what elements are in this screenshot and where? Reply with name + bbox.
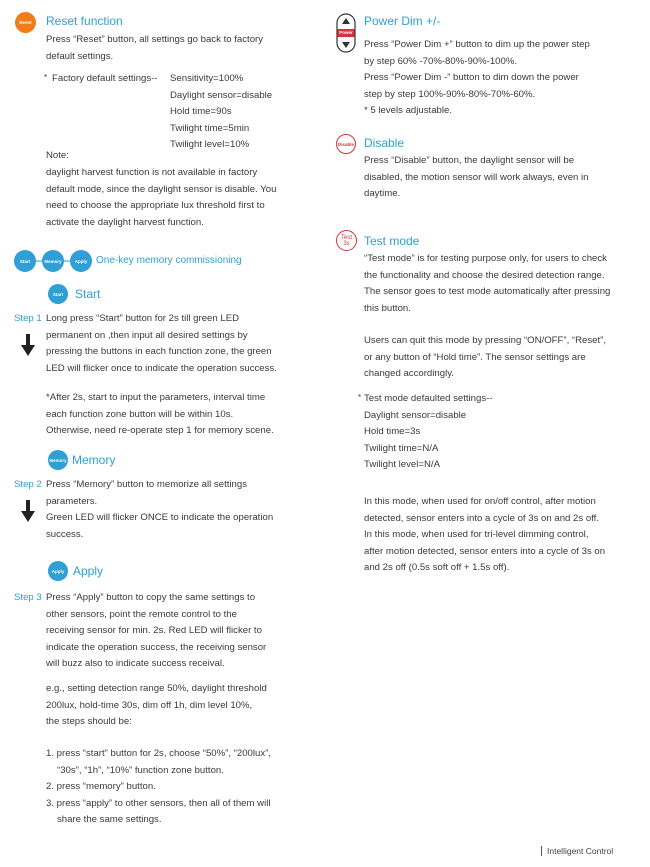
test-mode-desc: In this mode, when used for on/off control, after motion detected, sensor enters into a cycle of 3s on and 2s off. In this mode, when used for tri-level dimming control, after motion detected, sensor enters into a cycle of 3s on and 2s off (0.5s soft off + 1.5s off). [364, 496, 606, 573]
apply-steps-list: 1. press “start” button for 2s, choose “50%”, “200lux”, “30s”, “1h”, “10%” function zone button. 2. press “memory” button. 3. press “apply” to other sensors, then all of them will share the same settings. [46, 748, 272, 825]
disable-desc: Press “Disable” button, the daylight sensor will be disabled, the motion sensor will work always, even in daytime. [364, 155, 589, 199]
disable-icon: Disable [336, 134, 356, 154]
test-desc: “Test mode” is for testing purpose only, for users to check the functionality and choose the desired detection range. The sensor goes to test mode automatically after pressing this button. [364, 253, 611, 314]
memory-title: Memory [72, 453, 116, 467]
step-1-label: Step 1 [14, 313, 42, 324]
apply-icon: Apply [70, 250, 92, 272]
down-arrow-icon [21, 500, 35, 522]
test-icon: Test 3s [336, 230, 357, 251]
memory-commissioning-icons [14, 250, 94, 272]
reset-desc: Press “Reset” button, all settings go back to factory default settings. [46, 34, 264, 62]
factory-values: Sensitivity=100% Daylight sensor=disable Hold time=90s Twilight time=5min Twilight level=10% [170, 73, 273, 150]
start-section-icon: Start [48, 284, 68, 304]
test-title: Test mode [364, 234, 420, 248]
step-3-label: Step 3 [14, 592, 42, 603]
reset-title: Reset function [46, 14, 123, 28]
memory-icon: Memory [42, 250, 64, 272]
memory-section-icon: Memory [48, 450, 68, 470]
apply-example: e.g., setting detection range 50%, daylight threshold 200lux, hold-time 30s, dim off 1h, dim level 10%, the steps should be: [46, 683, 267, 727]
step-2-label: Step 2 [14, 479, 42, 490]
memory-commissioning-title: One-key memory commissioning [96, 255, 242, 266]
apply-desc: Press “Apply” button to copy the same settings to other sensors, point the remote control to the receiving sensor for min. 2s. Red LED will flicker to indicate the operation success, the receiving sensor will buzz also to indicate success receival. [46, 592, 267, 669]
test-defaults: Test mode defaulted settings-- Daylight sensor=disable Hold time=3s Twilight time=N/A Twilight level=N/A [364, 393, 493, 470]
memory-desc: Press “Memory” button to memorize all settings parameters. Green LED will flicker ONCE to indicate the operation success. [46, 479, 274, 540]
apply-section-icon: Apply [48, 561, 68, 581]
down-arrow-icon [21, 334, 35, 356]
reset-icon-label: Reset [19, 20, 32, 25]
footer-label: Intelligent Control [541, 846, 613, 856]
apply-title: Apply [73, 564, 104, 578]
test-quit: Users can quit this mode by pressing “ON/OFF”, “Reset”, or any button of “Hold time”. The sensor settings are changed accordingly. [364, 335, 607, 379]
note-text: daylight harvest function is not available in factory default mode, since the daylight sensor is disable. You need to choose the appropriate lux threshold first to activate the daylight harvest function. [46, 167, 277, 228]
power-dim-icon: Power [336, 13, 356, 53]
start-desc: Long press “Start” button for 2s till green LED permanent on ,then input all desired settings by pressing the buttons in each function zone, the green LED will flicker once to indicate the operation success. [46, 313, 277, 374]
note-label: Note: [46, 150, 69, 161]
reset-icon [15, 12, 36, 33]
power-dim-title: Power Dim +/- [364, 14, 441, 28]
power-dim-desc: Press “Power Dim +” button to dim up the power step by step 60% -70%-80%-90%-100%. Press “Power Dim -” button to dim down the power step by step 100%-90%-80%-70%-60%. * 5 levels adjustable. [364, 39, 590, 116]
start-icon: Start [14, 250, 36, 272]
factory-asterisk: * [44, 73, 48, 82]
test-defaults-asterisk: * [358, 393, 362, 402]
start-title: Start [75, 287, 101, 301]
start-note: *After 2s, start to input the parameters, interval time each function zone button will be within 10s. Otherwise, need re-operate step 1 for memory scene. [46, 392, 274, 436]
disable-title: Disable [364, 136, 405, 150]
factory-label: Factory default settings-- [52, 73, 158, 84]
